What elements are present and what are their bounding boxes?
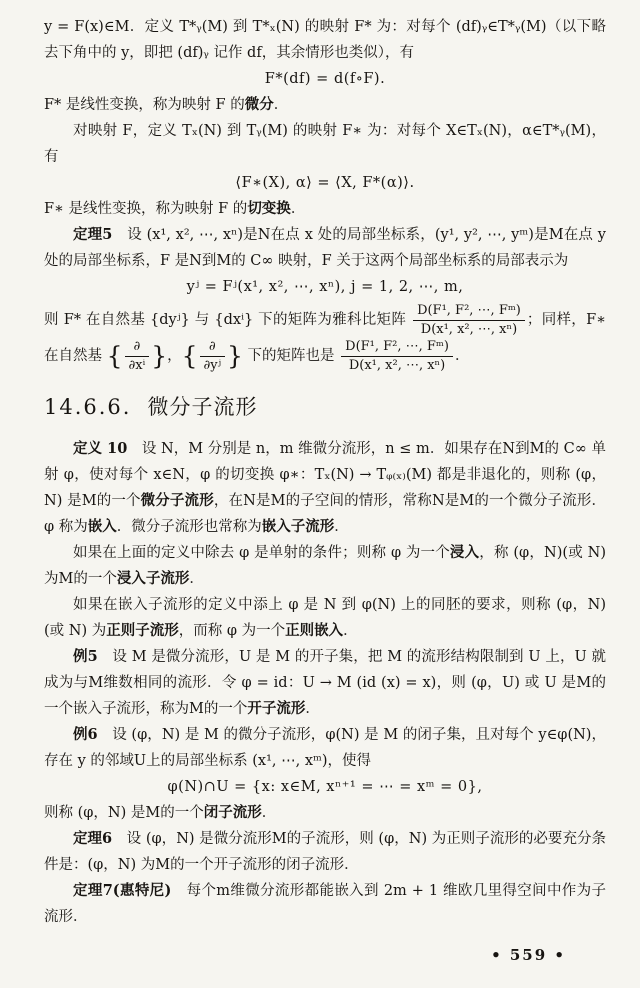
text-run: ．	[273, 97, 289, 113]
bold-term: 闭子流形	[203, 804, 262, 822]
bold-term: 正则嵌入	[285, 622, 344, 640]
bold-term: 例5	[73, 648, 98, 666]
para-theorem6	[44, 826, 606, 878]
para-example5	[44, 644, 606, 722]
bold-term: 定义 10	[73, 440, 128, 458]
right-brace: }	[227, 341, 243, 371]
text-run: ，称 (φ，N)(或 N) 为M的一个	[44, 545, 607, 588]
bold-term: 浸入	[449, 544, 480, 562]
bold-term: 定理7(惠特尼)	[73, 882, 172, 900]
text-run: ，	[167, 348, 182, 365]
formula-pairing-identity: ⟨F∗(X), α⟩ = ⟨X, F*(α)⟩.	[235, 175, 415, 191]
para-tangent-map-intro	[44, 118, 606, 170]
text-run: ．微分子流形也常称为	[116, 519, 262, 536]
fraction-denominator: ∂xⁱ	[128, 357, 146, 373]
para-tangent-transform-definition	[44, 196, 606, 222]
jacobian-fraction	[413, 303, 525, 337]
text-run: 设 M 是微分流形，U 是 M 的开子集，把 M 的流形结构限制到 U 上，U 就成为与M维数相同的流形．令 φ = id：U → M (id (x) = x)，则 (φ，U) 或 U 是M的一个嵌入子流形，称为M的一个	[44, 649, 606, 718]
para-example6	[44, 722, 606, 774]
para-definition10	[44, 436, 606, 540]
para-regular-submanifold	[44, 592, 606, 644]
text-run: ．	[334, 519, 349, 536]
text-run: ．	[454, 348, 470, 365]
section-number: 14.6.6.	[44, 395, 132, 420]
text-run: 如果在嵌入子流形的定义中添上 φ 是 N 到 φ(N) 上的同胚的要求，则称 (φ，N)(或 N) 为	[44, 597, 606, 640]
para-differential-definition	[44, 92, 606, 118]
bold-term: 微分子流形	[140, 492, 214, 510]
right-brace: }	[151, 341, 168, 371]
text-run: F* 是线性变换，称为映射 F 的	[44, 97, 245, 113]
bold-term: 嵌入子流形	[261, 518, 335, 536]
text-run: 设 N，M 分别是 n，m 维微分流形，n ≤ m．如果存在N到M的 C∞ 单射 φ，使对每个 x∈N，φ 的切变换 φ∗：Tₓ(N) → Tᵩ₍ₓ₎(M) 都是非退化的，则称 (φ，N) 是M的一个	[44, 441, 606, 510]
formula-pullback-differential: F*(df) = d(f∘F).	[264, 71, 386, 87]
text-run: y = F(x)∈M．定义 T*ᵧ(M) 到 T*ₓ(N) 的映射 F* 为：对每个 (df)ᵧ∈T*ᵧ(M)（以下略去下角中的 y，即把 (df)ᵧ 记作 df，其余情形也类似），有	[44, 19, 606, 61]
text-run: ．	[305, 701, 320, 718]
para-theorem7-whitney	[44, 878, 606, 930]
page-number: • 559 •	[491, 946, 566, 965]
formula-local-representation: yʲ = Fʲ(x¹, x², ⋯, xⁿ), j = 1, 2, ⋯, m,	[186, 279, 464, 295]
fraction-denominator: D(x¹, x², ⋯, xⁿ)	[348, 357, 446, 373]
para-jacobian-matrix	[44, 302, 606, 374]
text-run: ，在N是M的子空间的情形，常称N是M的一个微分子流形．φ 称为	[44, 493, 607, 536]
text-run: 设 (φ，N) 是微分流形M的子流形，则 (φ，N) 为正则子流形的必要充分条件是：(φ，N) 为M的一个开子流形的闭子流形．	[44, 831, 606, 874]
bold-term: 微分	[244, 96, 274, 113]
bold-term: 定理6	[73, 830, 113, 848]
text-run: ．	[261, 805, 277, 822]
para-theorem5	[44, 222, 606, 274]
text-run: 如果在上面的定义中除去 φ 是单射的条件；则称 φ 为一个	[73, 545, 450, 562]
text-run: ，而称 φ 为一个	[178, 623, 286, 640]
bold-term: 正则子流形	[106, 622, 179, 640]
fraction-numerator: ∂	[125, 339, 150, 357]
para-differential-map-intro	[44, 14, 606, 66]
text-run: ；同样，F∗ 在自然基	[44, 312, 607, 365]
formula-closed-submanifold: φ(N)∩U = {x: x∈M, xⁿ⁺¹ = ⋯ = xᵐ = 0},	[167, 779, 483, 796]
text-run: 每个m维微分流形都能嵌入到 2m + 1 维欧几里得空间中作为子流形．	[44, 883, 606, 926]
text-run: ．	[290, 201, 306, 217]
left-brace: {	[106, 341, 123, 371]
jacobian-fraction	[341, 339, 453, 373]
fraction-numerator: D(F¹, F², ⋯, Fᵐ)	[341, 339, 453, 357]
fraction-denominator: ∂yʲ	[203, 357, 222, 373]
text-run: ．	[189, 571, 204, 588]
text-run: 设 (x¹, x², ⋯, xⁿ)是N在点 x 处的局部坐标系，(y¹, y², ⋯, yᵐ)是M在点 y 处的局部坐标系，F 是N到M的 C∞ 映射，F 关于这两个局部坐标系的局部表示为	[44, 227, 606, 269]
bold-term: 开子流形	[247, 700, 306, 718]
section-title: 微分子流形	[147, 395, 258, 420]
bold-term: 定理5	[73, 226, 113, 243]
para-immersion	[44, 540, 606, 592]
bold-term: 切变换	[247, 200, 291, 217]
section-heading	[44, 392, 606, 422]
text-run: 则 F* 在自然基 {dyʲ} 与 {dxⁱ} 下的矩阵为雅科比矩阵	[44, 312, 412, 329]
text-run: 下的矩阵也是	[242, 348, 340, 365]
text-run: 对映射 F，定义 Tₓ(N) 到 Tᵧ(M) 的映射 F∗ 为：对每个 X∈Tₓ(N)，α∈T*ᵧ(M)，有	[44, 123, 606, 165]
para-closed-submanifold-name	[44, 800, 606, 826]
left-brace: {	[181, 341, 198, 371]
fraction-denominator: D(x¹, x², ⋯, xⁿ)	[420, 321, 518, 337]
fraction-numerator: ∂	[200, 339, 226, 357]
text-run: 则称 (φ，N) 是M的一个	[44, 805, 204, 822]
bold-term: 浸入子流形	[116, 570, 190, 588]
bold-term: 嵌入	[87, 518, 117, 536]
partial-x-fraction	[125, 339, 150, 373]
text-run: F∗ 是线性变换，称为映射 F 的	[44, 201, 248, 217]
partial-y-fraction	[200, 339, 226, 373]
text-run: 设 (φ，N) 是 M 的微分子流形，φ(N) 是 M 的闭子集，且对每个 y∈φ(N)，存在 y 的邻域U上的局部坐标系 (x¹, ⋯, xᵐ)，使得	[44, 727, 607, 770]
fraction-numerator: D(F¹, F², ⋯, Fᵐ)	[413, 303, 525, 321]
bold-term: 例6	[73, 726, 98, 744]
text-run: ．	[343, 623, 358, 640]
